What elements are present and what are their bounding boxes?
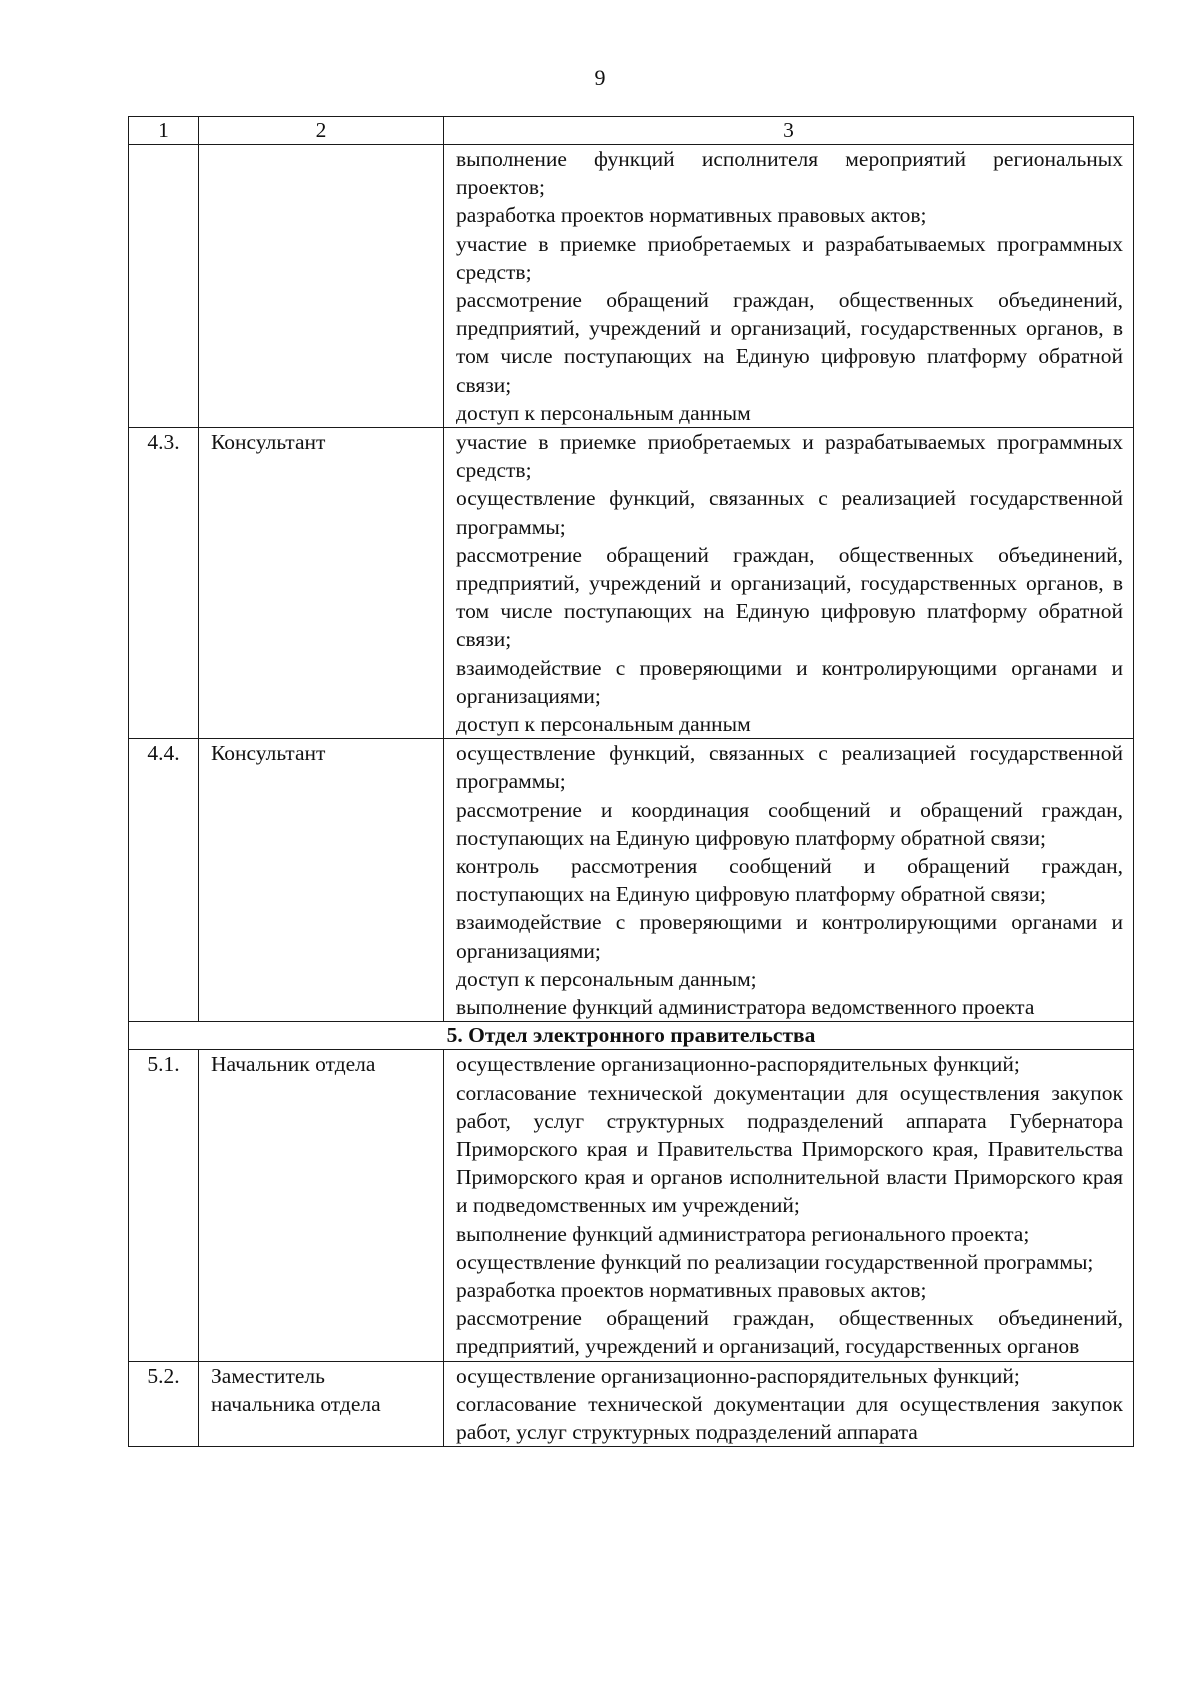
- duties-cell: [444, 739, 1134, 1022]
- duty-item: осуществление функций, связанных с реализацией государственной программы;: [456, 486, 1123, 539]
- duty-item: взаимодействие с проверяющими и контролирующими органами и организациями;: [456, 910, 1123, 963]
- duty-item: осуществление функций, связанных с реализацией государственной программы;: [456, 741, 1123, 794]
- row-number: 4.3.: [129, 428, 199, 739]
- position-cell: [199, 428, 444, 739]
- position-title: Консультант: [211, 430, 326, 455]
- position-title: Консультант: [211, 741, 326, 766]
- duties-cell: [444, 145, 1134, 428]
- duty-item: разработка проектов нормативных правовых актов;: [456, 203, 927, 228]
- duty-item: рассмотрение и координация сообщений и обращений граждан, поступающих на Единую цифровую платформу обратной связи;: [456, 797, 1123, 850]
- duty-item: выполнение функций исполнителя мероприятий региональных проектов;: [456, 147, 1123, 200]
- duties-table: [128, 116, 1134, 1447]
- table-row: [129, 145, 1134, 428]
- position-cell: [199, 1050, 444, 1361]
- table-body: [129, 117, 1134, 1447]
- row-number: 5.1.: [129, 1050, 199, 1361]
- duty-item: доступ к персональным данным: [456, 712, 751, 737]
- duty-item: согласование технической документации для осуществления закупок работ, услуг структурных подразделений аппарата Губернатора Приморского края и Правительства Приморского края, Правительства Приморского края и органов исполнительной власти Приморского края и подведомственных им учреждений;: [456, 1080, 1123, 1218]
- duty-item: рассмотрение обращений граждан, общественных объединений, предприятий, учреждений и организаций, государственных органов: [456, 1306, 1123, 1359]
- duties-cell: [444, 1050, 1134, 1361]
- duty-item: осуществление организационно-распорядительных функций;: [456, 1363, 1020, 1388]
- header-cell-duties: 3: [444, 117, 1134, 145]
- duty-item: участие в приемке приобретаемых и разрабатываемых программных средств;: [456, 231, 1123, 284]
- table-row: [129, 1050, 1134, 1361]
- position-title: Начальник отдела: [211, 1052, 376, 1077]
- row-number: 5.2.: [129, 1361, 199, 1447]
- position-title: Заместитель: [211, 1363, 325, 1388]
- position-cell: [199, 739, 444, 1022]
- duty-item: рассмотрение обращений граждан, общественных объединений, предприятий, учреждений и организаций, государственных органов, в том числе поступающих на Единую цифровую платформу обратной связи;: [456, 542, 1123, 652]
- duty-item: согласование технической документации для осуществления закупок работ, услуг структурных подразделений аппарата: [456, 1391, 1123, 1444]
- duty-item: осуществление организационно-распорядительных функций;: [456, 1052, 1020, 1077]
- table-header-row: [129, 117, 1134, 145]
- page-number: 9: [594, 65, 606, 90]
- table-row: [129, 428, 1134, 739]
- row-number: [129, 145, 199, 428]
- duties-cell: [444, 428, 1134, 739]
- duty-item: участие в приемке приобретаемых и разрабатываемых программных средств;: [456, 430, 1123, 483]
- position-title: начальника отдела: [211, 1391, 381, 1416]
- duty-item: разработка проектов нормативных правовых актов;: [456, 1277, 927, 1302]
- duty-item: рассмотрение обращений граждан, общественных объединений, предприятий, учреждений и организаций, государственных органов, в том числе поступающих на Единую цифровую платформу обратной связи;: [456, 288, 1123, 397]
- duty-item: осуществление функций по реализации государственной программы;: [456, 1249, 1094, 1274]
- table-row: [129, 739, 1134, 1022]
- duty-item: взаимодействие с проверяющими и контролирующими органами и организациями;: [456, 655, 1123, 708]
- duty-item: доступ к персональным данным: [456, 400, 751, 425]
- duty-item: доступ к персональным данным;: [456, 966, 757, 991]
- position-cell: [199, 1361, 444, 1447]
- header-cell-number: 1: [129, 117, 199, 145]
- section-title: 5. Отдел электронного правительства: [129, 1022, 1134, 1050]
- duties-cell: [444, 1361, 1134, 1447]
- section-row: [129, 1022, 1134, 1050]
- row-number: 4.4.: [129, 739, 199, 1022]
- table-row: [129, 1361, 1134, 1447]
- duty-item: контроль рассмотрения сообщений и обращений граждан, поступающих на Единую цифровую платформу обратной связи;: [456, 854, 1123, 907]
- header-cell-position: 2: [199, 117, 444, 145]
- position-cell: [199, 145, 444, 428]
- duty-item: выполнение функций администратора ведомственного проекта: [456, 995, 1035, 1020]
- duty-item: выполнение функций администратора регионального проекта;: [456, 1221, 1030, 1246]
